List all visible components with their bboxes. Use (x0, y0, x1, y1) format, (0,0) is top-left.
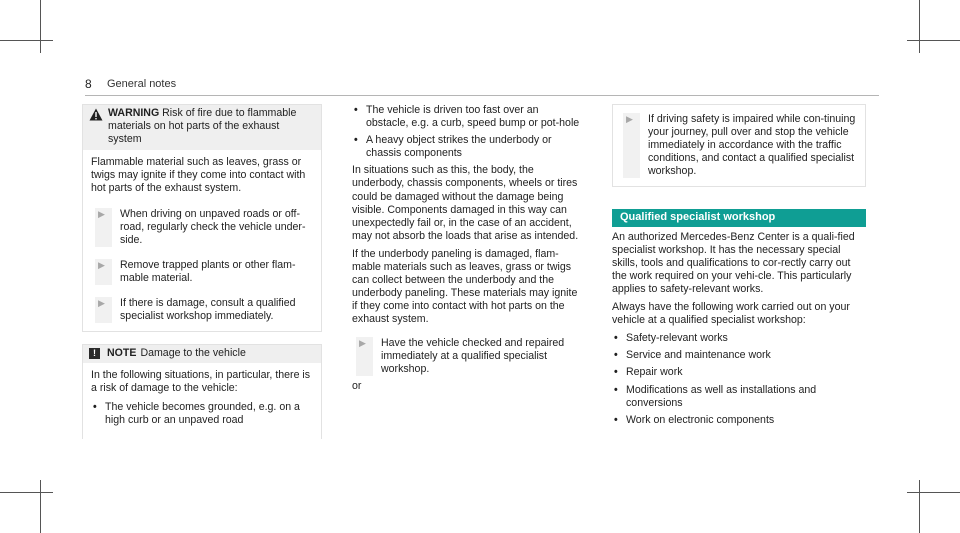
section-para: Always have the following work carried out on your vehicle at a qualified specialist workshop: (612, 301, 850, 327)
warning-body: Flammable material such as leaves, grass or twigs may ignite if they come into contact with hot parts of the exhaust system. (91, 156, 306, 195)
list-item: • The vehicle becomes grounded, e.g. on a high curb or an unpaved road (91, 401, 313, 427)
note-body: In the following situations, in particular, there is a risk of damage to the vehicle: (91, 369, 311, 395)
page-number: 8 (85, 77, 92, 91)
list-item: • Modifications as well as installations and conversions (612, 384, 866, 410)
arrow-right-icon: ▶ (356, 337, 373, 376)
crop-mark (40, 480, 41, 533)
step-box (612, 104, 866, 187)
crop-mark (0, 492, 53, 493)
warning-step: ▶ Remove trapped plants or other flam-mable material. (95, 259, 313, 285)
header-divider (85, 95, 879, 96)
continuation-step: ▶ If driving safety is impaired while con-tinuing your journey, pull over and stop the vehicle immediately in accordance with the traffic conditions, and contact a qualified specialist workshop. (623, 113, 857, 178)
note-bullets (91, 401, 313, 427)
section-para: An authorized Mercedes-Benz Center is a quali-fied specialist workshop. It has the necessary special skills, tools and qualifications to cor-rectly carry out the work required on your vehi-cle. This particularly applies to safety-relevant works. (612, 230, 855, 295)
note-or: or (352, 379, 362, 392)
note-title: Damage to the vehicle (140, 347, 246, 360)
warning-header (83, 105, 321, 150)
crop-mark (919, 480, 920, 533)
note-step: ▶ Have the vehicle checked and repaired immediately at a qualified specialist workshop. (356, 337, 582, 376)
note-bullets-cont (352, 104, 582, 160)
warning-title: Risk of fire due to flammable materials on hot parts of the exhaust system (108, 107, 297, 146)
list-item: • Repair work (612, 366, 866, 379)
crop-mark (907, 492, 960, 493)
warning-step: ▶ When driving on unpaved roads or off-road, regularly check the vehicle under-side. (95, 208, 313, 247)
crop-mark (907, 40, 960, 41)
column-right (612, 104, 866, 431)
list-item: • Service and maintenance work (612, 349, 866, 362)
crop-mark (40, 0, 41, 53)
list-item: • Work on electronic components (612, 414, 866, 427)
crop-mark (0, 40, 53, 41)
qualified-workshop-section (612, 209, 866, 426)
arrow-right-icon: ▶ (95, 208, 112, 247)
arrow-right-icon: ▶ (95, 259, 112, 285)
note-para: In situations such as this, the body, the underbody, chassis components, wheels or tires could be damaged without the damage being visible. Components damaged in this way can unexpectedly fail or, in the case of an accident, may not absorb the loads that arise as intended. (352, 164, 579, 242)
warning-box (82, 104, 322, 332)
warning-step: ▶ If there is damage, consult a qualified specialist workshop immediately. (95, 297, 313, 323)
exclamation-square-icon: ! (89, 348, 100, 359)
section-bullets (612, 332, 866, 427)
note-para: If the underbody paneling is damaged, flam-mable materials such as leaves, grass or twigs can collect between the underbody and the underbody paneling. These materials may ignite if they come into contact with hot parts on the exhaust system. (352, 247, 578, 326)
list-item: • Safety-relevant works (612, 332, 866, 345)
header-title: General notes (107, 78, 177, 90)
note-box (82, 344, 322, 438)
column-left (82, 104, 322, 439)
list-item: • The vehicle is driven too fast over an obstacle, e.g. a curb, speed bump or pot-hole (352, 104, 582, 130)
arrow-right-icon: ▶ (623, 113, 640, 178)
list-item: • A heavy object strikes the underbody or chassis components (352, 134, 582, 160)
column-middle (352, 104, 582, 398)
section-title: Qualified specialist workshop (612, 209, 866, 226)
arrow-right-icon: ▶ (95, 297, 112, 323)
crop-mark (919, 0, 920, 53)
warning-label: WARNING (108, 107, 160, 119)
warning-triangle-icon (89, 108, 103, 121)
note-label: NOTE (107, 347, 137, 360)
note-header (83, 345, 321, 363)
